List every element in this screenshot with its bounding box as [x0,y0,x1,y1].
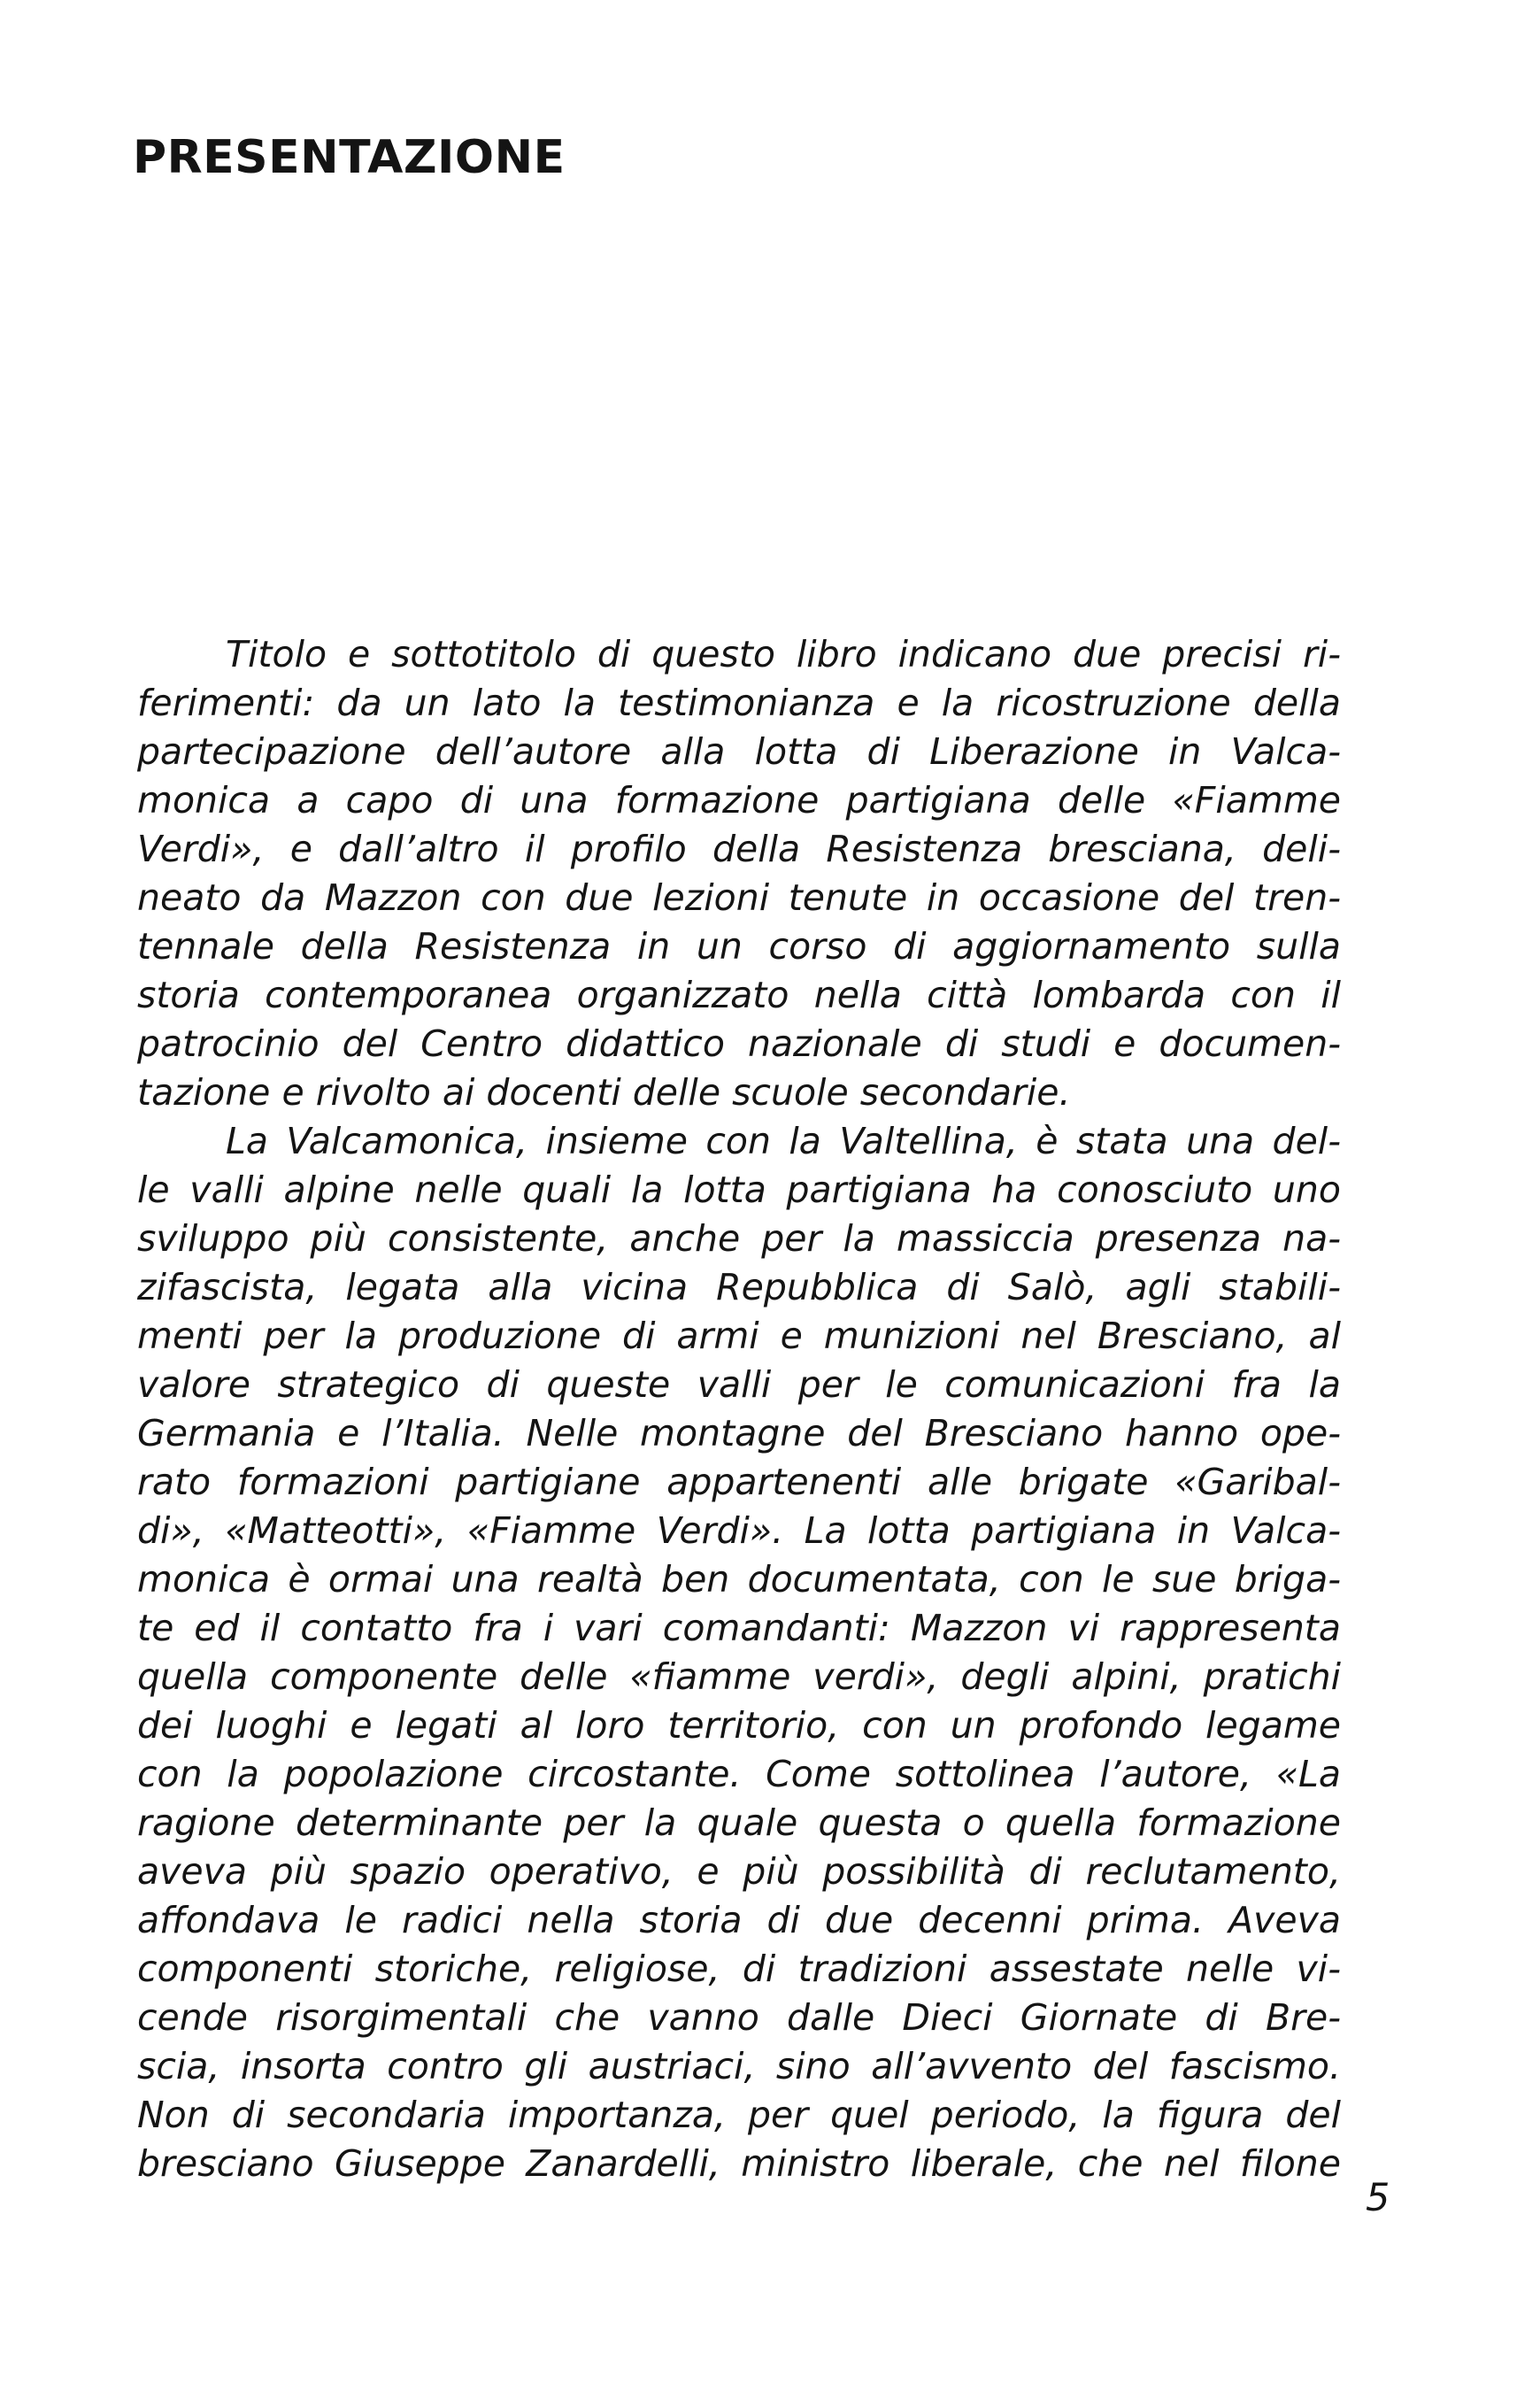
text-line: valore strategico di queste valli per le comunicazioni fra la [137,1363,1341,1406]
text-line: componenti storiche, religiose, di tradizioni assestate nelle vi- [137,1948,1341,1990]
body-text [137,630,1341,2188]
text-line: cende risorgimentali che vanno dalle Dieci Giornate di Bre- [137,1996,1341,2039]
text-line: storia contemporanea organizzato nella città lombarda con il [137,974,1341,1016]
text-line: La Valcamonica, insieme con la Valtellina, è stata una del- [226,1120,1341,1162]
text-line: quella componente delle «fiamme verdi», degli alpini, pratichi [137,1655,1341,1698]
text-line: bresciano Giuseppe Zanardelli, ministro liberale, che nel filone [137,2142,1341,2185]
page-number: 5 [1366,2176,1390,2220]
text-line: sviluppo più consistente, anche per la massiccia presenza na- [137,1217,1341,1260]
text-line: aveva più spazio operativo, e più possibilità di reclutamento, [137,1850,1341,1893]
text-line: dei luoghi e legati al loro territorio, con un profondo legame [137,1704,1341,1747]
text-line: Germania e l’Italia. Nelle montagne del Bresciano hanno ope- [137,1412,1341,1454]
text-line: ferimenti: da un lato la testimonianza e la ricostruzione della [137,682,1341,724]
text-line: monica a capo di una formazione partigiana delle «Fiamme [137,779,1341,822]
text-line: monica è ormai una realtà ben documentata, con le sue briga- [137,1558,1341,1601]
text-line: zifascista, legata alla vicina Repubblica di Salò, agli stabili- [137,1266,1341,1308]
text-line: neato da Mazzon con due lezioni tenute in occasione del tren- [137,876,1341,919]
text-line: patrocinio del Centro didattico nazionale di studi e documen- [137,1022,1341,1065]
text-line: menti per la produzione di armi e munizioni nel Bresciano, al [137,1315,1341,1357]
text-line: tennale della Resistenza in un corso di aggiornamento sulla [137,925,1341,968]
page-title: PRESENTAZIONE [133,131,566,184]
text-line: con la popolazione circostante. Come sottolinea l’autore, «La [137,1753,1341,1795]
text-line: tazione e rivolto ai docenti delle scuole secondarie. [137,1071,1071,1114]
text-line: rato formazioni partigiane appartenenti alle brigate «Garibal- [137,1461,1341,1503]
text-line: partecipazione dell’autore alla lotta di Liberazione in Valca- [137,730,1341,773]
text-line: te ed il contatto fra i vari comandanti: Mazzon vi rappresenta [137,1607,1341,1649]
text-line: di», «Matteotti», «Fiamme Verdi». La lotta partigiana in Valca- [137,1509,1341,1552]
text-line: ragione determinante per la quale questa o quella formazione [137,1801,1341,1844]
text-line: le valli alpine nelle quali la lotta partigiana ha conosciuto uno [137,1169,1341,1211]
text-line: Titolo e sottotitolo di questo libro indicano due precisi ri- [226,633,1341,675]
text-line: scia, insorta contro gli austriaci, sino all’avvento del fascismo. [137,2045,1341,2087]
text-line: Verdi», e dall’altro il profilo della Resistenza bresciana, deli- [137,828,1341,870]
text-line: affondava le radici nella storia di due decenni prima. Aveva [137,1899,1341,1941]
text-line: Non di secondaria importanza, per quel periodo, la figura del [137,2094,1341,2136]
